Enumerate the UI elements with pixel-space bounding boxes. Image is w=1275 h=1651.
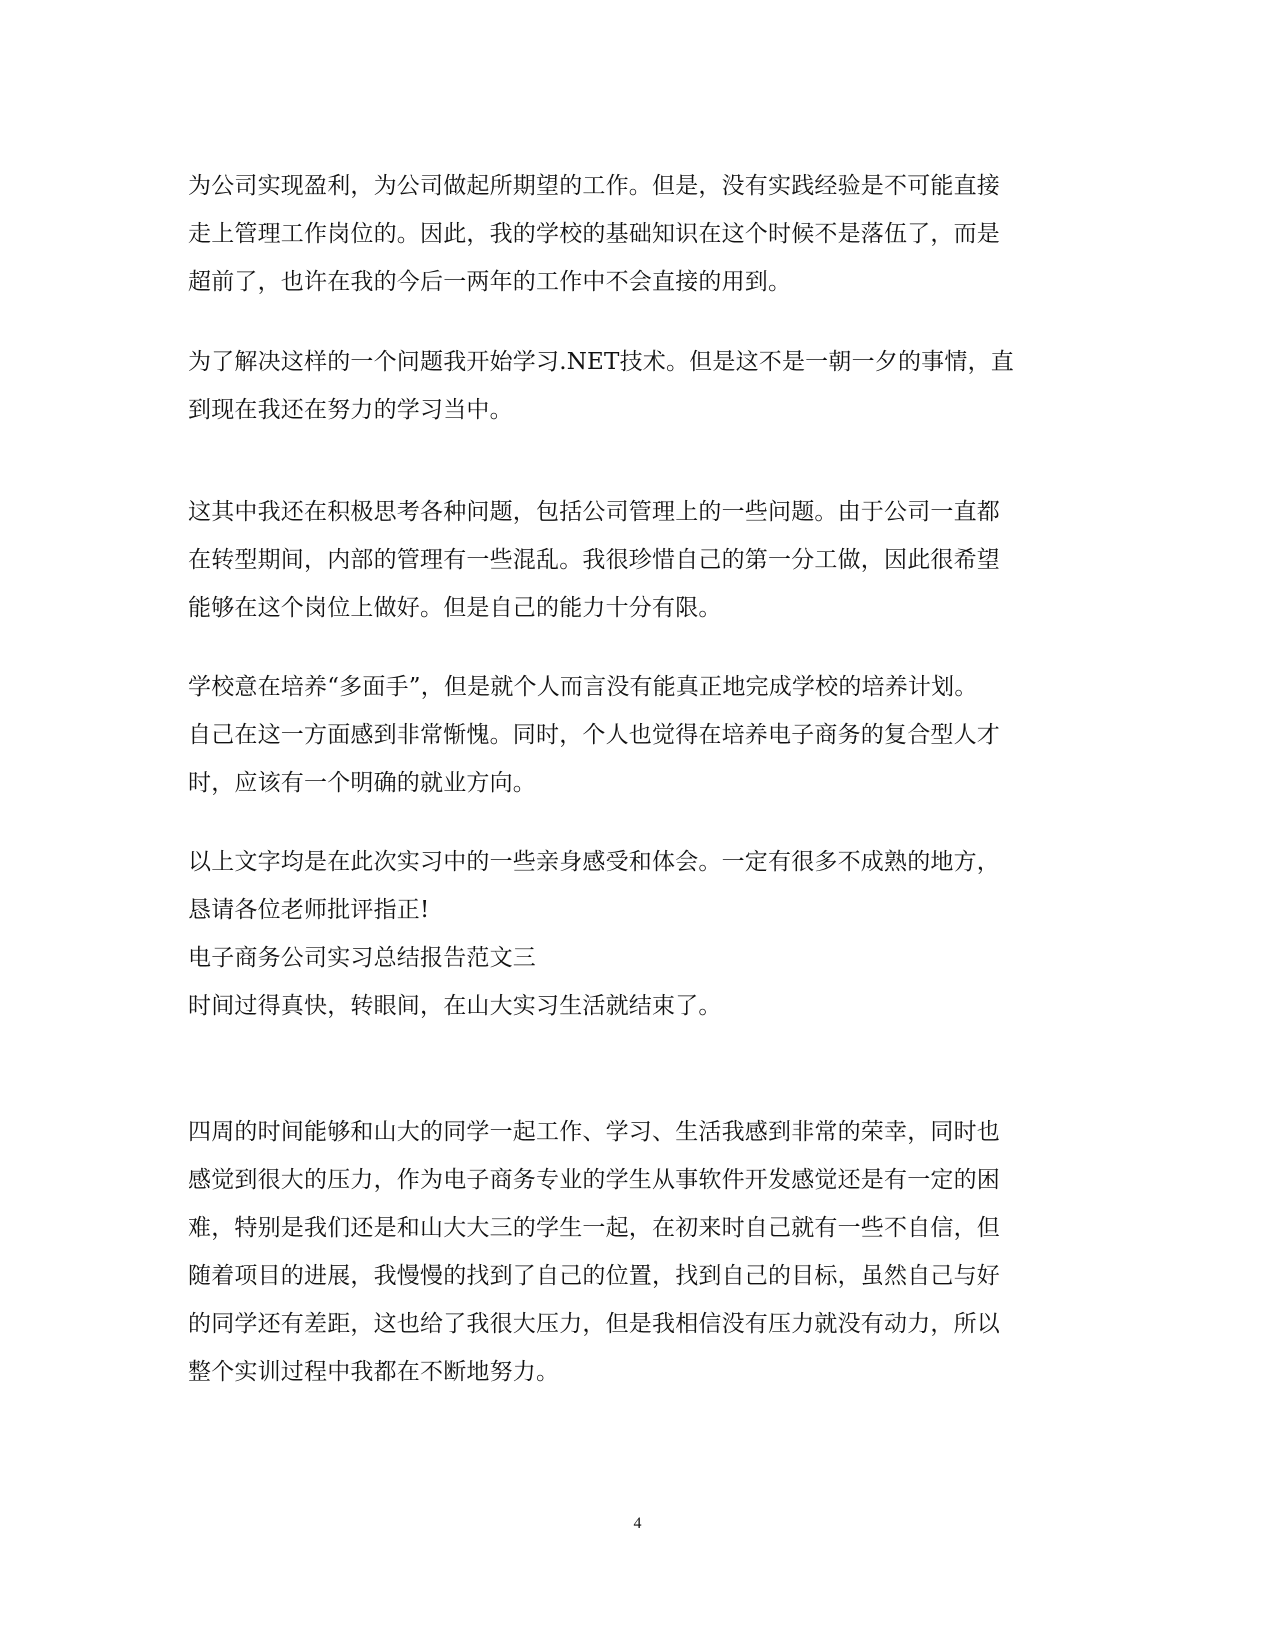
page-number: 4: [633, 1515, 642, 1532]
text-line: 整个实训过程中我都在不断地努力。: [188, 1359, 560, 1385]
text-line: 到现在我还在努力的学习当中。: [188, 397, 513, 423]
paragraph-1: [188, 162, 1068, 306]
text-line: 时，应该有一个明确的就业方向。: [188, 770, 536, 796]
text-line: 四周的时间能够和山大的同学一起工作、学习、生活我感到非常的荣幸，同时也: [188, 1119, 1000, 1145]
text-line: 时间过得真快，转眼间，在山大实习生活就结束了。: [188, 993, 722, 1019]
text-line: 自己在这一方面感到非常惭愧。同时，个人也觉得在培养电子商务的复合型人才: [188, 722, 1000, 748]
text-line: 恳请各位老师批评指正!: [188, 897, 430, 923]
text-line: 随着项目的进展，我慢慢的找到了自己的位置，找到自己的目标，虽然自己与好: [188, 1263, 1000, 1289]
text-line: 以上文字均是在此次实习中的一些亲身感受和体会。一定有很多不成熟的地方，: [188, 849, 1000, 875]
text-line: 为了解决这样的一个问题我开始学习.NET技术。但是这不是一朝一夕的事情，直: [188, 349, 1014, 375]
paragraph-5: [188, 838, 1068, 1030]
text-line: 学校意在培养“多面手”，但是就个人而言没有能真正地完成学校的培养计划。: [188, 674, 978, 700]
text-line: 走上管理工作岗位的。因此，我的学校的基础知识在这个时候不是落伍了，而是: [188, 221, 1000, 247]
text-line: 超前了，也许在我的今后一两年的工作中不会直接的用到。: [188, 269, 792, 295]
paragraph-2: [188, 338, 1068, 434]
text-line: 难，特别是我们还是和山大大三的学生一起，在初来时自己就有一些不自信，但: [188, 1215, 1000, 1241]
text-line: 这其中我还在积极思考各种问题，包括公司管理上的一些问题。由于公司一直都: [188, 499, 1000, 525]
paragraph-3: [188, 488, 1068, 632]
text-line: 为公司实现盈利，为公司做起所期望的工作。但是，没有实践经验是不可能直接: [188, 173, 1000, 199]
text-line: 的同学还有差距，这也给了我很大压力，但是我相信没有压力就没有动力，所以: [188, 1311, 1000, 1337]
paragraph-4: [188, 663, 1068, 807]
section-heading: 电子商务公司实习总结报告范文三: [188, 945, 536, 971]
paragraph-6: [188, 1108, 1068, 1396]
text-line: 在转型期间，内部的管理有一些混乱。我很珍惜自己的第一分工做，因此很希望: [188, 547, 1000, 573]
text-line: 能够在这个岗位上做好。但是自己的能力十分有限。: [188, 595, 722, 621]
text-line: 感觉到很大的压力，作为电子商务专业的学生从事软件开发感觉还是有一定的困: [188, 1167, 1000, 1193]
